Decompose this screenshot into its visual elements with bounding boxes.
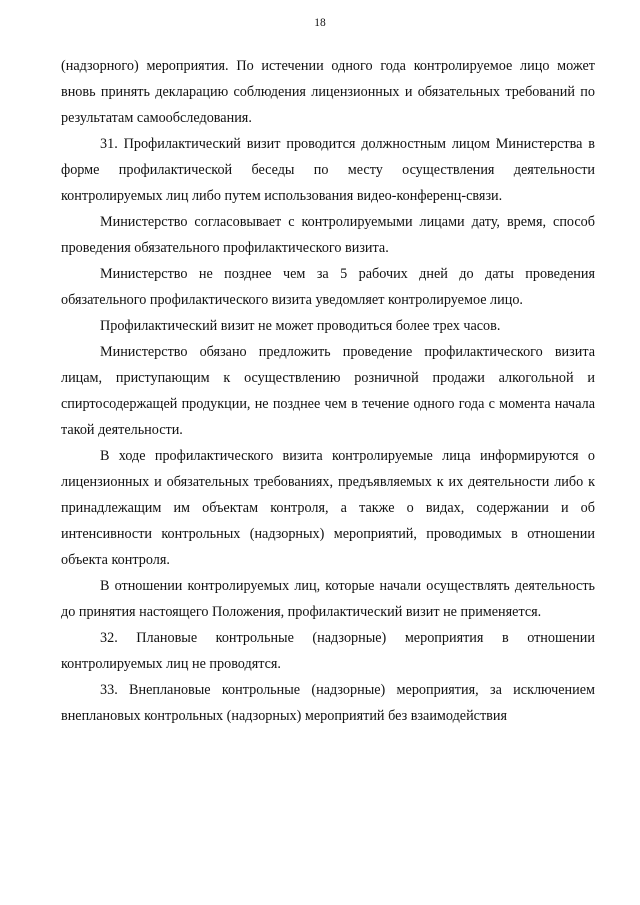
paragraph-continuation: (надзорного) мероприятия. По истечении одного года контролируемое лицо может вновь принять декларацию соблюдения лицензионных и обязательных требований по результатам самообследования.	[61, 58, 595, 126]
paragraph-duration: Профилактический визит не может проводиться более трех часов.	[100, 318, 501, 334]
page-number: 18	[314, 17, 326, 29]
paragraph-offer-visit: Министерство обязано предложить проведение профилактического визита лицам, приступающим к осуществлению розничной продажи алкогольной и спиртосодержащей продукции, не позднее чем в течение одного года с момента начала такой деятельности.	[61, 344, 595, 438]
paragraph-informing: В ходе профилактического визита контролируемые лица информируются о лицензионных и обязательных требованиях, предъявляемых к их деятельности либо к принадлежащим им объектам контроля, а также о видах, содержании и об интенсивности контрольных (надзорных) мероприятий, проводимых в отношении объекта контроля.	[61, 448, 595, 568]
paragraph-33: 33. Внеплановые контрольные (надзорные) мероприятия, за исключением внеплановых контрольных (надзорных) мероприятий без взаимодействия	[61, 682, 595, 724]
paragraph-not-applied: В отношении контролируемых лиц, которые начали осуществлять деятельность до принятия настоящего Положения, профилактический визит не применяется.	[61, 578, 595, 620]
paragraph-notification: Министерство не позднее чем за 5 рабочих дней до даты проведения обязательного профилактического визита уведомляет контролируемое лицо.	[61, 266, 595, 308]
paragraph-31: 31. Профилактический визит проводится должностным лицом Министерства в форме профилактической беседы по месту осуществления деятельности контролируемых лиц либо путем использования видео-конференц-связи.	[61, 136, 595, 204]
document-body	[61, 53, 595, 729]
paragraph-date-agreement: Министерство согласовывает с контролируемыми лицами дату, время, способ проведения обязательного профилактического визита.	[61, 214, 595, 256]
paragraph-32: 32. Плановые контрольные (надзорные) мероприятия в отношении контролируемых лиц не проводятся.	[61, 630, 595, 672]
